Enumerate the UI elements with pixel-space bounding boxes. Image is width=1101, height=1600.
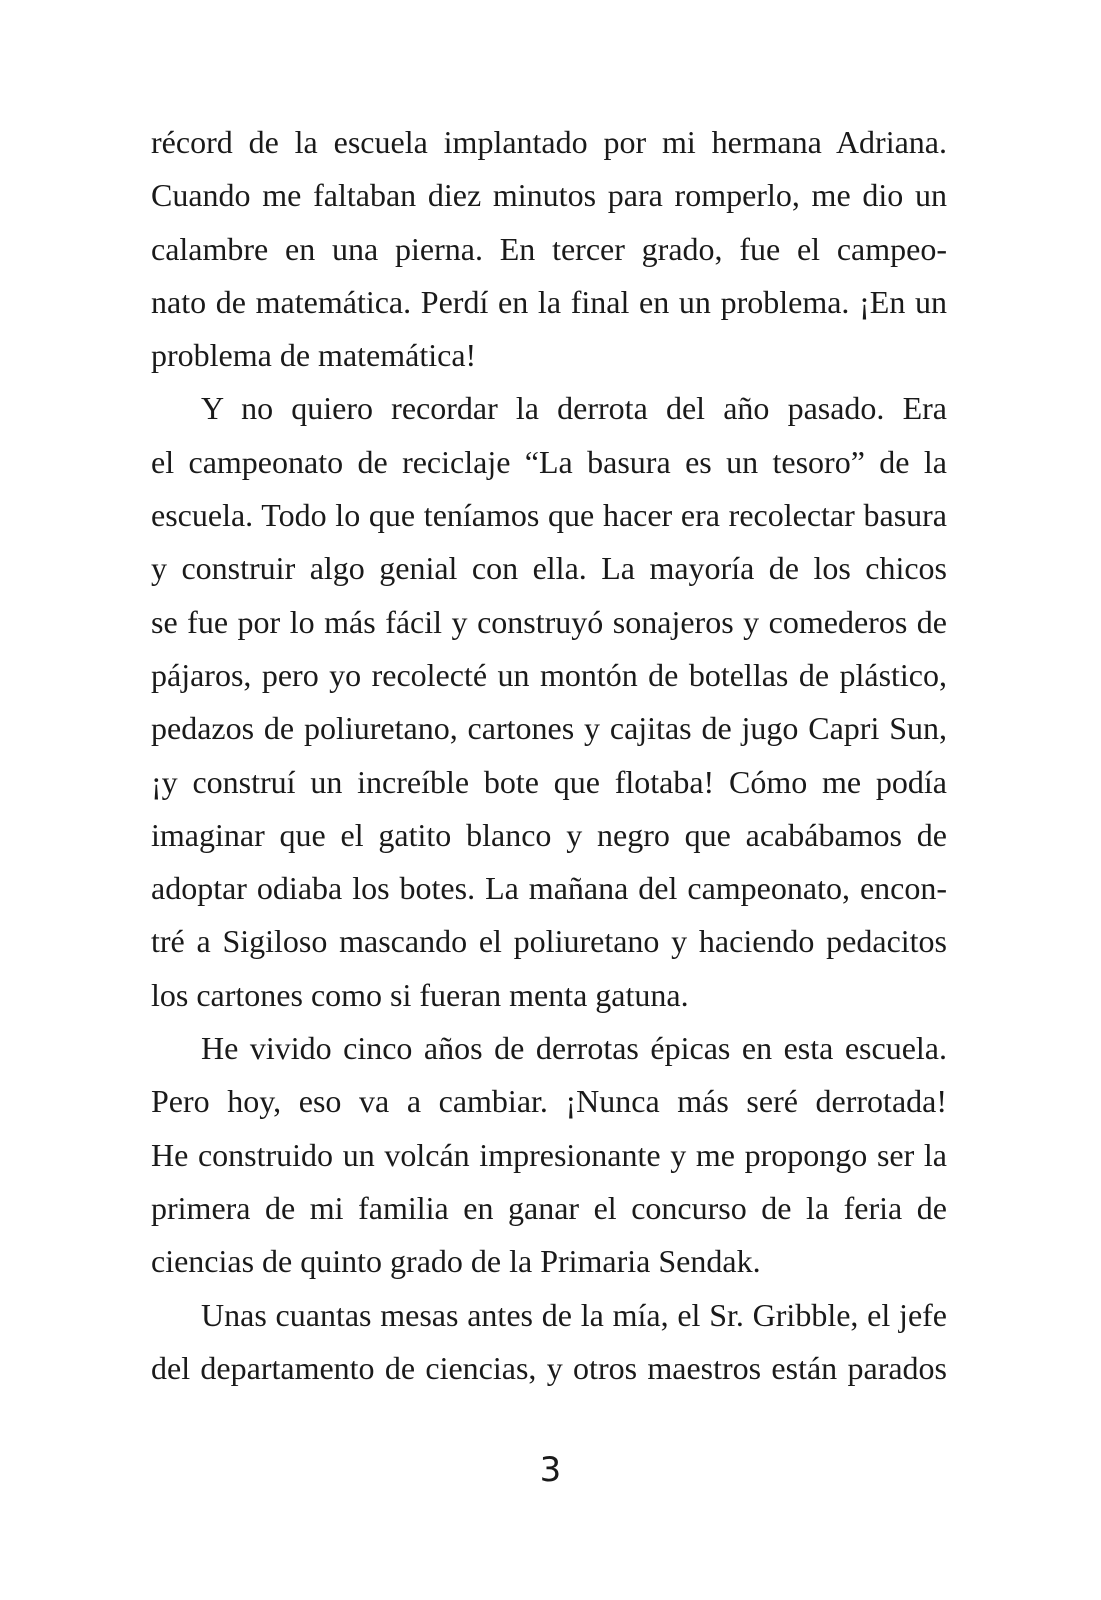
text-line: Cuando me faltaban diez minutos para romperlo, me dio un <box>151 177 947 214</box>
text-line: He vivido cinco años de derrotas épicas en esta escuela. <box>201 1030 947 1067</box>
text-line: problema de matemática! <box>151 337 477 374</box>
text-line: Y no quiero recordar la derrota del año pasado. Era <box>201 390 947 427</box>
text-line: Pero hoy, eso va a cambiar. ¡Nunca más seré derrotada! <box>151 1083 947 1120</box>
page-number: 3 <box>539 1450 562 1490</box>
text-line: Unas cuantas mesas antes de la mía, el Sr. Gribble, el jefe <box>201 1296 947 1333</box>
text-line: ¡y construí un increíble bote que flotaba! Cómo me podía <box>151 763 947 800</box>
text-line: el campeonato de reciclaje “La basura es un tesoro” de la <box>151 443 947 480</box>
text-line: primera de mi familia en ganar el concurso de la feria de <box>151 1189 947 1226</box>
text-line: escuela. Todo lo que teníamos que hacer era recolectar basura <box>151 497 947 534</box>
text-line: nato de matemática. Perdí en la final en un problema. ¡En un <box>151 283 947 320</box>
text-line: se fue por lo más fácil y construyó sonajeros y comederos de <box>151 603 947 640</box>
text-line: pájaros, pero yo recolecté un montón de botellas de plástico, <box>151 656 947 693</box>
text-line: calambre en una pierna. En tercer grado, fue el campeo- <box>151 230 947 267</box>
text-line: tré a Sigiloso mascando el poliuretano y haciendo pedacitos <box>151 923 947 960</box>
text-line: del departamento de ciencias, y otros maestros están parados <box>151 1349 947 1386</box>
text-line: He construido un volcán impresionante y me propongo ser la <box>151 1136 947 1173</box>
text-line: récord de la escuela implantado por mi hermana Adriana. <box>151 124 947 160</box>
paragraph <box>151 116 947 382</box>
body-text <box>151 116 947 1395</box>
text-line: adoptar odiaba los botes. La mañana del campeonato, encon- <box>151 870 947 907</box>
text-line: imaginar que el gatito blanco y negro que acabábamos de <box>151 816 947 853</box>
paragraph <box>151 382 947 1022</box>
paragraph <box>151 1022 947 1288</box>
text-line: los cartones como si fueran menta gatuna. <box>151 976 689 1013</box>
text-line: ciencias de quinto grado de la Primaria Sendak. <box>151 1243 761 1280</box>
text-line: y construir algo genial con ella. La mayoría de los chicos <box>151 550 947 587</box>
paragraph <box>151 1289 947 1396</box>
text-line: pedazos de poliuretano, cartones y cajitas de jugo Capri Sun, <box>151 710 947 747</box>
